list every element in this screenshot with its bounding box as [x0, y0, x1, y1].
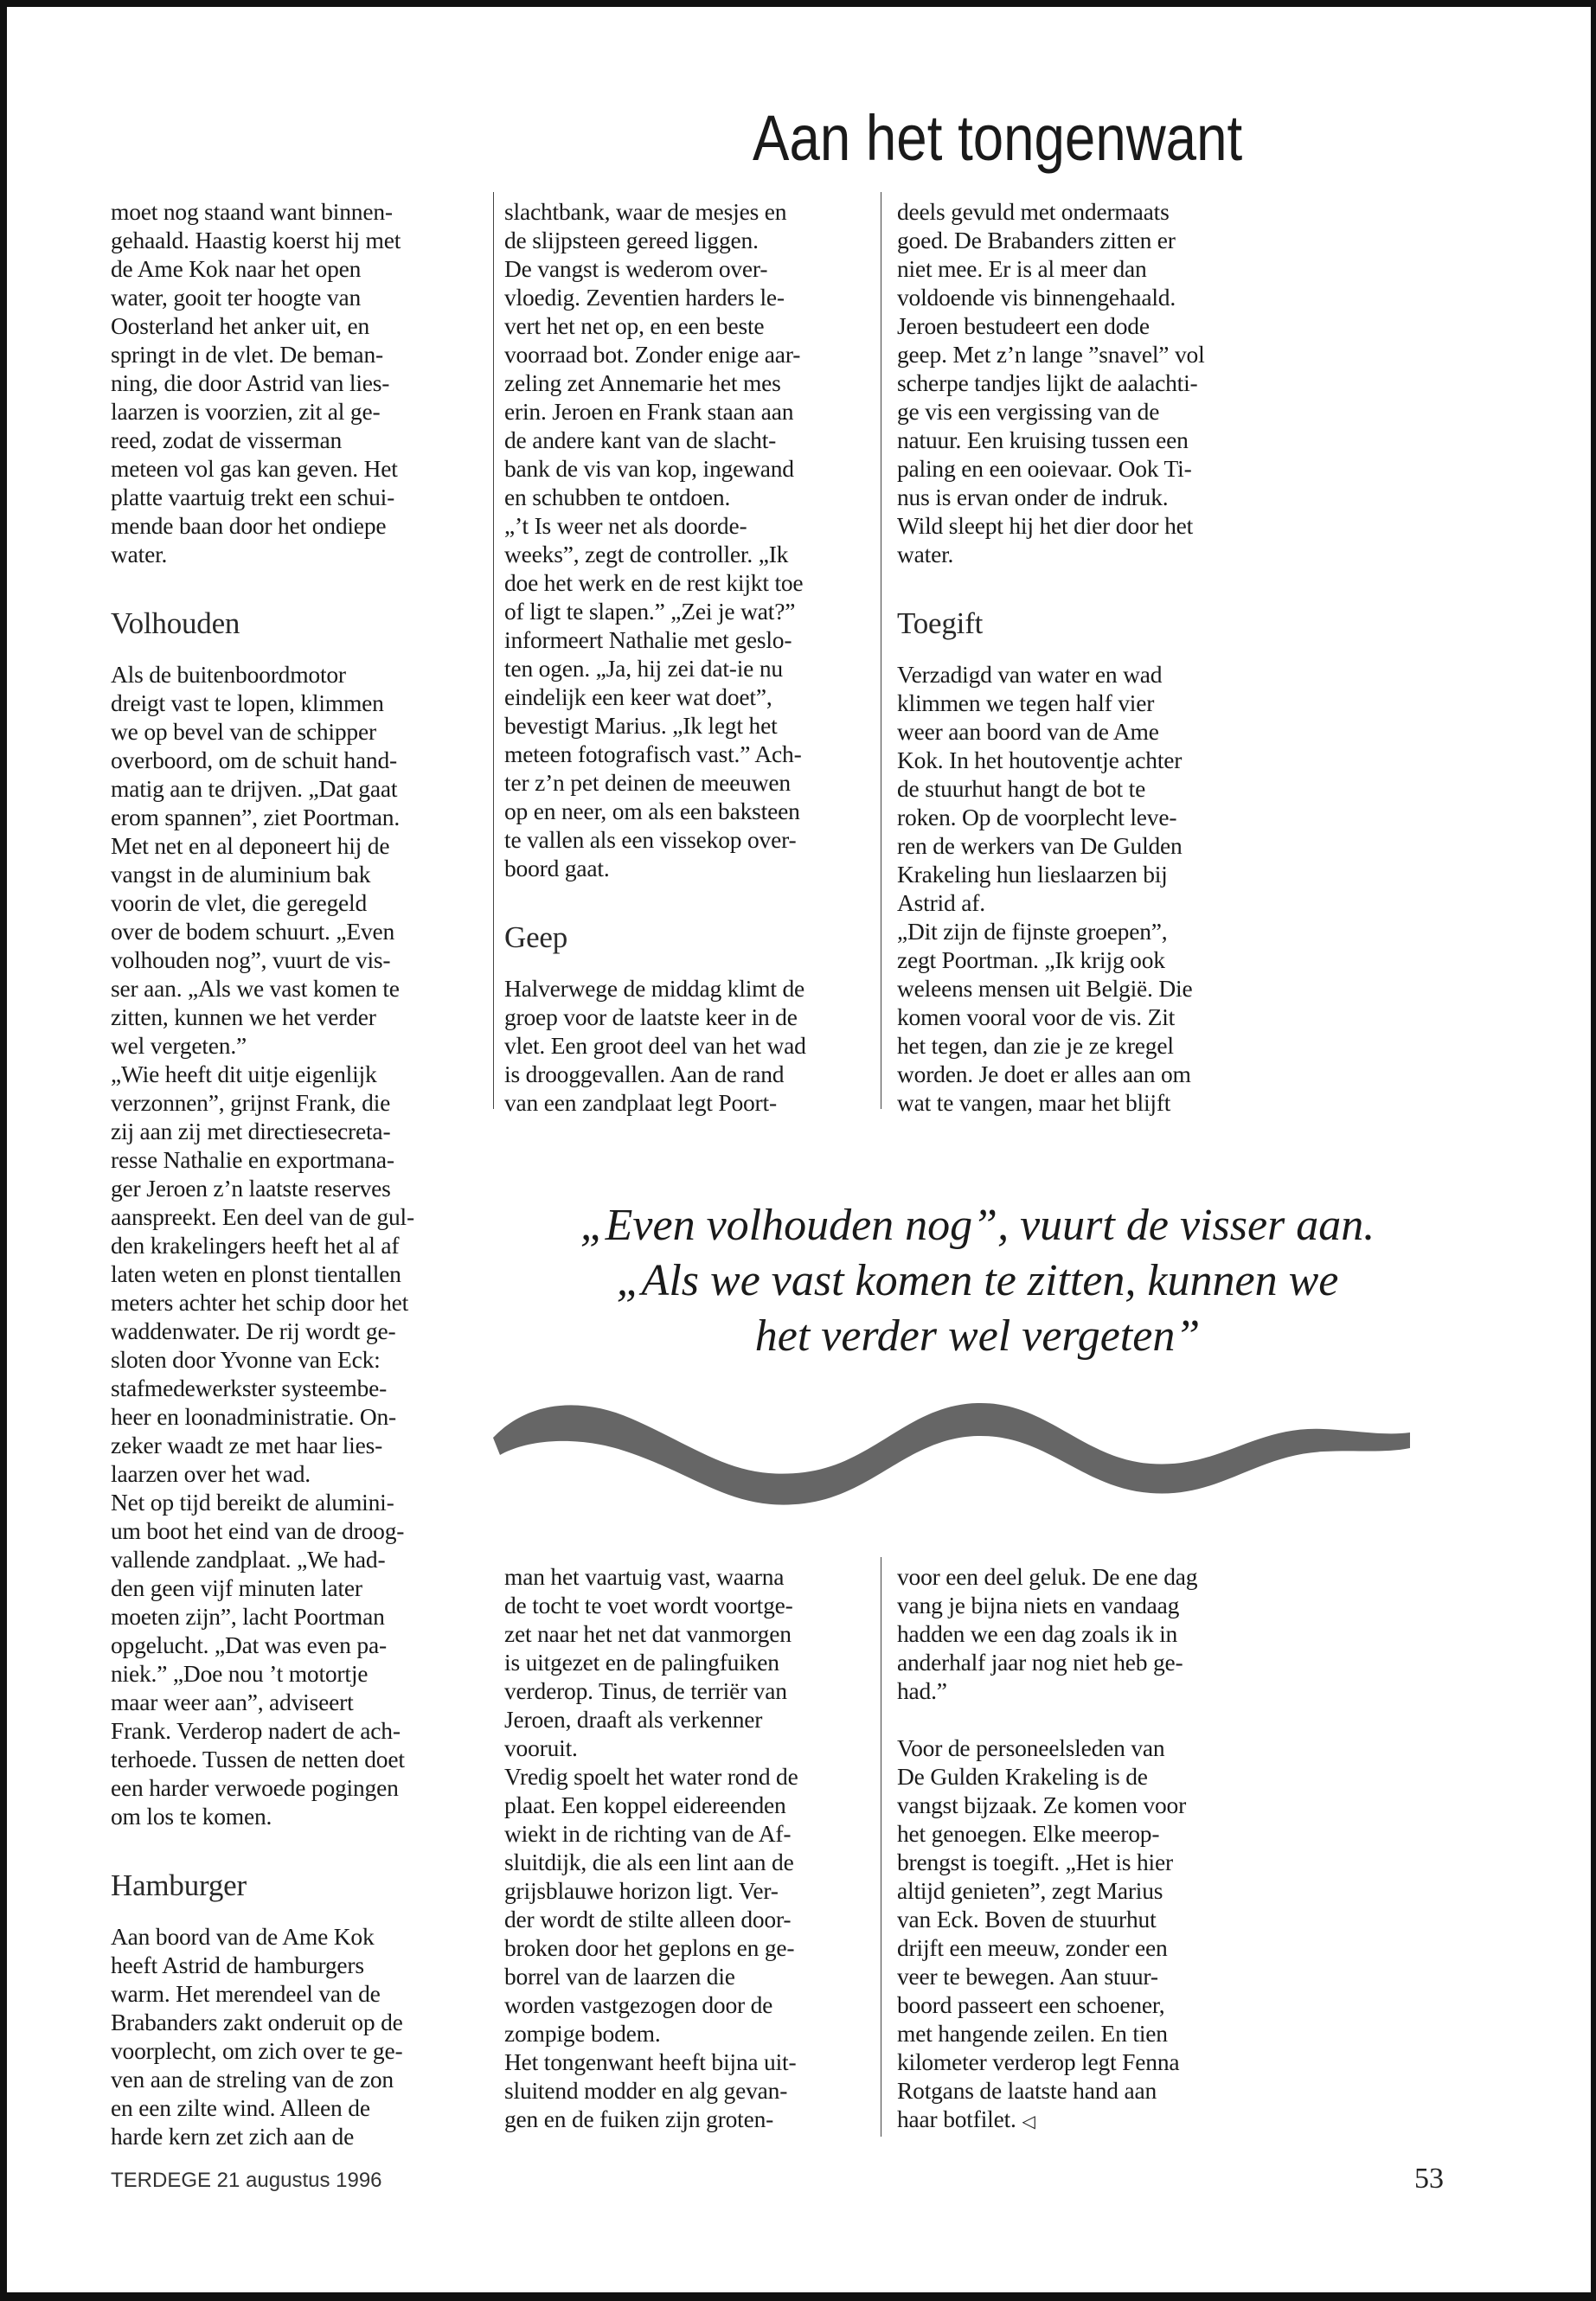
paragraph: voor een deel geluk. De ene dag vang je bijna niets en vandaag hadden we een dag zoals ik in anderhalf jaar nog niet heb ge- had.”: [897, 1563, 1198, 1704]
paragraph: slachtbank, waar de mesjes en de slijpsteen gereed liggen. De vangst is wederom over- vloedig. Zeventien harders le- vert het net op, en een beste voorraad bot. Zonder enige aar- zeling zet Annemarie het mes erin. Jeroen en Frank staan aan de andere kant van de slacht- bank de vis van kop, ingewand en schubben te ontdoen. „’t Is weer net als doorde- weeks”, zegt de controller. „Ik doe het werk en de rest kijkt toe of ligt te slapen.” „Zei je wat?” informeert Nathalie met geslo- ten ogen. „Ja, hij zei dat-ie nu eindelijk een keer wat doet”, bevestigt Marius. „Ik legt het meteen fotografisch vast.” Ach- ter z’n pet deinen de meeuwen op en neer, om als een baksteen te vallen als een vissekop over- boord gaat.: [504, 198, 804, 881]
pull-quote-line: „Als we vast komen te zitten, kunnen we: [616, 1256, 1339, 1305]
publication-footer: TERDEGE 21 augustus 1996: [111, 2169, 382, 2192]
column-3: [897, 197, 1260, 1117]
article-title: Aan het tongenwant: [753, 102, 1243, 174]
column-1: [111, 197, 483, 2150]
paragraph: deels gevuld met ondermaats goed. De Brabanders zitten er niet mee. Er is al meer dan voldoende vis binnengehaald. Jeroen bestudeert een dode geep. Met z’n lange ”snavel” vol scherpe tandjes lijkt de aalachti- ge vis een vergissing van de natuur. Een kruising tussen een paling en een ooievaar. Ook Ti- nus is ervan onder de indruk. Wild sleept hij het dier door het water.: [897, 198, 1205, 567]
wave-ornament: [493, 1384, 1410, 1514]
paragraph: Halverwege de middag klimt de groep voor de laatste keer in de vlet. Een groot deel van het wad is drooggevallen. Aan de rand van een zandplaat legt Poort-: [504, 975, 806, 1116]
end-mark-icon: ◁: [1022, 2111, 1035, 2131]
pull-quote: [484, 1198, 1471, 1364]
subheading-volhouden: Volhouden: [111, 606, 240, 640]
column-5: [897, 1562, 1278, 2136]
paragraph: Aan boord van de Ame Kok heeft Astrid de hamburgers warm. Het merendeel van de Brabanders zakt onderuit op de voorplecht, om zich over te ge- ven aan de streling van de zon en een zilte wind. Alleen de harde kern zet zich aan de: [111, 1923, 403, 2150]
paragraph: Voor de personeelsleden van De Gulden Krakeling is de vangst bijzaak. Ze komen voor het genoegen. Elke meerop- brengst is toegift. „Het is hier altijd genieten”, zegt Marius van Eck. Boven de stuurhut drijft een meeuw, zonder een veer te bewegen. Aan stuur- boord passeert een schoener, met hangende zeilen. En tien kilometer verderop legt Fenna Rotgans de laatste hand aan haar botfilet.: [897, 1734, 1187, 2132]
subheading-toegift: Toegift: [897, 606, 984, 640]
wave-stroke: [493, 1403, 1410, 1505]
page-number: 53: [1414, 2163, 1444, 2195]
subheading-hamburger: Hamburger: [111, 1868, 247, 1902]
paragraph: moet nog staand want binnen- gehaald. Haastig koerst hij met de Ame Kok naar het open water, gooit ter hoogte van Oosterland het anker uit, en springt in de vlet. De beman- ning, die door Astrid van lies- laarzen is voorzien, zit al ge- reed, zodat de visserman meteen vol gas kan geven. Het platte vaartuig trekt een schui- mende baan door het ondiepe water.: [111, 198, 401, 567]
paragraph: man het vaartuig vast, waarna de tocht te voet wordt voortge- zet naar het net dat vanmorgen is uitgezet en de palingfuiken verderop. Tinus, de terriër van Jeroen, draaft als verkenner vooruit. Vredig spoelt het water rond de plaat. Een koppel eidereenden wiekt in de richting van de Af- sluitdijk, die als een lint aan de grijsblauwe horizon ligt. Ver- der wordt de stilte alleen door- broken door het geplons en ge- borrel van de laarzen die worden vastgezogen door de zompige bodem. Het tongenwant heeft bijna uit- sluitend modder en alg gevan- gen en de fuiken zijn groten-: [504, 1563, 798, 2132]
paragraph: Verzadigd van water en wad klimmen we tegen half vier weer aan boord van de Ame Kok. In het houtoventje achter de stuurhut hangt de bot te roken. Op de voorplecht leve- ren de werkers van De Gulden Krakeling hun lieslaarzen bij Astrid af. „Dit zijn de fijnste groepen”, zegt Poortman. „Ik krijg ook weleens mensen uit België. Die komen vooral voor de vis. Zit het tegen, dan zie je ze kregel worden. Je doet er alles aan om wat te vangen, maar het blijft: [897, 661, 1193, 1116]
subheading-geep: Geep: [504, 920, 568, 954]
paragraph: Als de buitenboordmotor dreigt vast te lopen, klimmen we op bevel van de schipper overboord, om de schuit hand- matig aan te drijven. „Dat gaat erom spannen”, ziet Poortman. Met net en al deponeert hij de vangst in de aluminium bak voorin de vlet, die geregeld over de bodem schuurt. „Even volhouden nog”, vuurt de vis- ser aan. „Als we vast komen te zitten, kunnen we het verder wel vergeten.” „Wie heeft dit uitje eigenlijk verzonnen”, grijnst Frank, die zij aan zij met directiesecreta- resse Nathalie en exportmana- ger Jeroen z’n laatste reserves aanspreekt. Een deel van de gul- den krakelingers heeft het al af laten weten en plonst tientallen meters achter het schip door het waddenwater. De rij wordt ge- sloten door Yvonne van Eck: stafmedewerkster systeembe- heer en loonadministratie. On- zeker waadt ze met haar lies- laarzen over het wad. Net op tijd bereikt de alumini- um boot het eind van de droog- vallende zandplaat. „We had- den geen vijf minuten later moeten zijn”, lacht Poortman opgelucht. „Dat was even pa- niek.” „Doe nou ’t motortje maar weer aan”, adviseert Frank. Verderop nadert de ach- terhoede. Tussen de netten doet een harder verwoede pogingen om los te komen.: [111, 661, 414, 1830]
column-4: [504, 1562, 868, 2133]
column-2: [504, 197, 868, 1117]
pull-quote-line: het verder wel vergeten”: [754, 1311, 1201, 1361]
column-rule: [493, 192, 494, 1109]
pull-quote-line: „Even volhouden nog”, vuurt de visser aan.: [580, 1201, 1375, 1250]
